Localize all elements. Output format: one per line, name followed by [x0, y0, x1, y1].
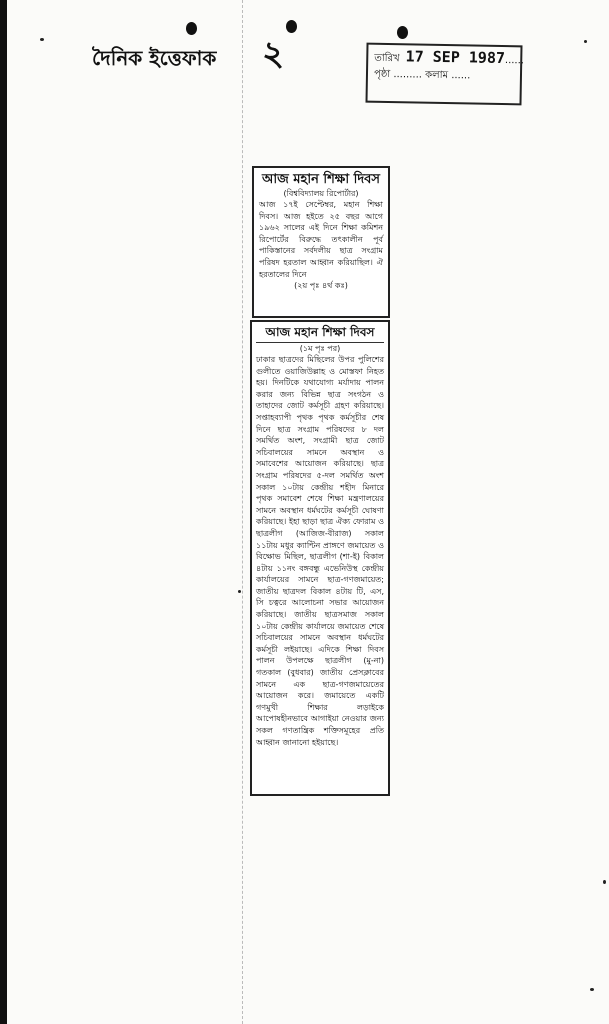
- clipping-continued-from: (১ম পৃঃ পর): [299, 344, 341, 353]
- punch-hole: [286, 20, 297, 33]
- newspaper-name: দৈনিক ইত্তেফাক: [92, 46, 217, 70]
- clipping-continuation-headline: আজ মহান শিক্ষা দিবস: [256, 325, 384, 343]
- scan-speck: [584, 40, 587, 43]
- stamp-page-row: পৃষ্ঠা ......... কলাম ......: [373, 68, 471, 82]
- date-stamp: [365, 43, 525, 106]
- stamp-date-row: তারিখ 17 SEP 1987......: [374, 47, 525, 68]
- scan-speck: [590, 988, 594, 991]
- clipping-continuation-body: ঢাকার ছাত্রদের মিছিলের উপর পুলিশের গুলীতে ওয়াজিউল্লাহ ও মোস্তফা নিহত হয়। দিনটিকে যথাযোগ্য মর্যাদায় পালন করার জন্য বিভিন্ন ছাত্র সংগঠন ও তাহাদের জোট কর্মসূচী গ্রহণ করিয়াছে। সপ্তাহব্যাপী পৃথক পৃথক কর্মসূচীর শেষ দিনে ছাত্র সংগ্রাম পরিষদের ৮ দল সমর্থিত অংশ, সংগ্রামী ছাত্র জোট সচিবালয়ের সামনে অবস্থান ও সমাবেশের আয়োজন করিয়াছে। ছাত্র সংগ্রাম পরিষদের ৫-দল সমর্থিত অংশ সকাল ১০টায় কেন্দ্রীয় শহীদ মিনারে পৃথক সমাবেশ শেষে শিক্ষা মন্ত্রণালয়ের সামনে অবস্থান ধর্মঘটের কর্মসূচী ঘোষণা করিয়াছে। ইহা ছাড়া ছাত্র ঐক্য ফোরাম ও ছাত্রলীগ (আজিজ-বীরাজ) সকাল ১১টায় মধুর ক্যান্টিন প্রাঙ্গণে জমায়েত ও বিক্ষোভ মিছিল, ছাত্রলীগ (শা-ই) বিকাল ৪টায় ১১নং বঙ্গবন্ধু এভেনিউস্থ কেন্দ্রীয় কার্যালয়ের সামনে ছাত্র-গণজমায়েত; জাতীয় ছাত্রদল বিকাল ৪টায় টি, এস, সি চত্বরে আলোচনা সভার আয়োজন করিয়াছে। জাতীয় ছাত্রসমাজ সকাল ১০টায় কেন্দ্রীয় কার্যালয়ে জমায়েত শেষে সচিবালয়ের সামনে অবস্থান ধর্মঘটের কর্মসূচী লইয়াছে। এদিকে শিক্ষা দিবস পালন উপলক্ষে ছাত্রলীগ (মু-না) গতকাল (বুধবার) জাতীয় প্রেসক্লাবের সামনে এক ছাত্র-গণজমায়েতের আয়োজন করে। জমায়েতে একটি গণমুখী শিক্ষার লড়াইকে আপোষহীনভাবে আগাইয়া নেওয়ার জন্য সকল গণতান্ত্রিক শক্তিসমূহের প্রতি আহ্বান জানানো হইয়াছে।: [256, 355, 384, 747]
- page-number: ২: [262, 34, 285, 74]
- scan-speck: [40, 38, 44, 41]
- punch-hole: [186, 22, 197, 35]
- stamp-column-label: কলাম: [425, 69, 449, 82]
- stamp-date-value: 17 SEP 1987: [405, 47, 506, 68]
- clipping-continued-note: (২য় পৃঃ ৪র্থ কঃ): [294, 281, 348, 291]
- clipping-reporter: (বিশ্ববিদ্যালয় রিপোর্টার): [283, 189, 359, 198]
- scan-speck: [238, 590, 241, 593]
- stamp-date-label: তারিখ: [374, 52, 400, 65]
- punch-hole: [397, 26, 408, 39]
- scan-speck: [603, 880, 606, 884]
- clipping-body: আজ ১৭ই সেপ্টেম্বর, মহান শিক্ষা দিবস। আজ হইতে ২৫ বছর আগে ১৯৬২ সালের এই দিনে শিক্ষা কমিশন রিপোর্টের বিরুদ্ধে তৎকালীন পূর্ব পাকিস্তানের সর্বদলীয় ছাত্র সংগ্রাম পরিষদ হরতাল আহ্বান করিয়াছিল। ঐ হরতালের দিনে: [259, 200, 383, 279]
- news-clipping-continuation: [250, 320, 390, 796]
- scan-left-edge: [0, 0, 7, 1024]
- fold-line: [242, 0, 243, 1024]
- news-clipping-top: [252, 166, 390, 318]
- clipping-headline: আজ মহান শিক্ষা দিবস: [261, 172, 381, 187]
- stamp-page-label: পৃষ্ঠা: [373, 68, 391, 81]
